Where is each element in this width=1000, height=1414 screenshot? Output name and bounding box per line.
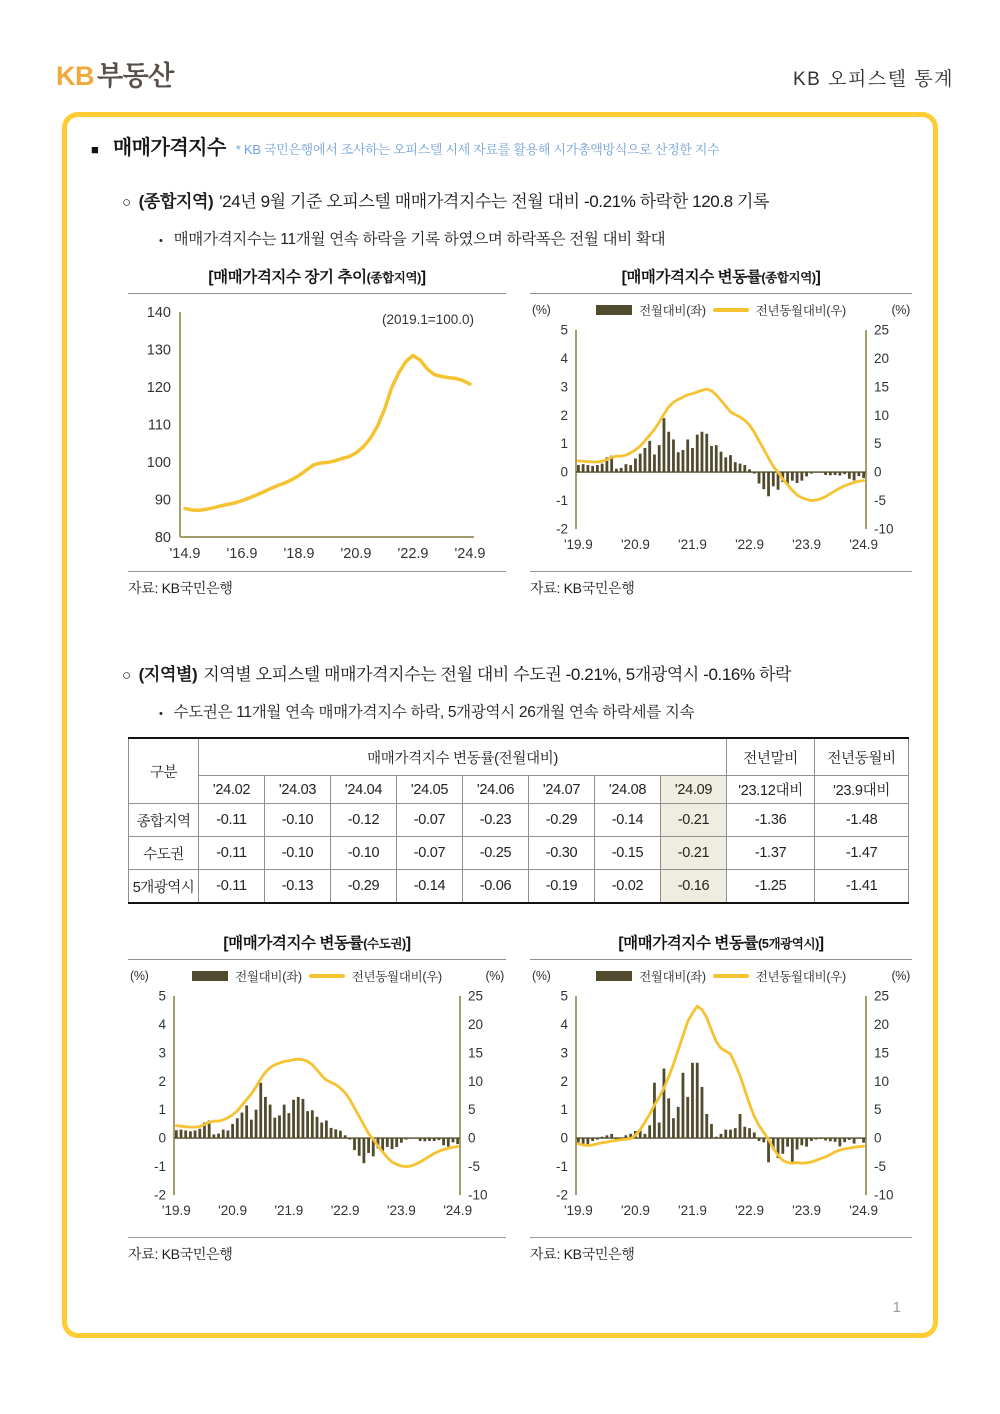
svg-text:0: 0 (560, 1130, 568, 1146)
source-label: 자료: KB국민은행 (530, 571, 912, 598)
svg-text:2: 2 (560, 407, 568, 423)
legend-line-label: 전년동월대비(우) (351, 970, 442, 984)
value-cell: -0.16 (661, 870, 727, 904)
svg-text:0: 0 (158, 1130, 166, 1146)
value-cell: -0.10 (331, 837, 397, 870)
change-sudogwon-chart (128, 986, 506, 1234)
yearend-sub-header: '23.12대비 (727, 776, 815, 804)
chart-title (530, 931, 912, 959)
chart-row-1 (128, 265, 912, 598)
svg-text:'20.9: '20.9 (340, 546, 372, 562)
document-title: KB 오피스텔 통계 (792, 69, 954, 90)
yoy-sub-header: '23.9대비 (815, 776, 909, 804)
svg-text:'21.9: '21.9 (678, 1203, 707, 1218)
svg-text:'23.9: '23.9 (792, 1203, 822, 1218)
svg-text:-10: -10 (468, 1187, 488, 1203)
svg-text:'24.9: '24.9 (454, 546, 486, 562)
table-header-row-2 (129, 776, 909, 804)
subbullet-by-region (159, 700, 694, 722)
svg-text:-1: -1 (153, 1159, 166, 1175)
chart-title-region: (5개광역시) (758, 937, 819, 951)
legend-bar-label: 전월대비(좌) (639, 970, 706, 984)
month-header-cell: '24.04 (331, 776, 397, 804)
dot-bullet-icon: • (159, 708, 163, 720)
value-cell: -0.23 (463, 804, 529, 837)
svg-text:100: 100 (146, 455, 171, 471)
svg-text:120: 120 (146, 380, 171, 396)
kb-logo-rest: 부동산 (97, 61, 174, 91)
legend-bar-label: 전월대비(좌) (639, 304, 706, 318)
svg-text:130: 130 (146, 342, 171, 359)
price-change-table (128, 737, 909, 904)
svg-text:-5: -5 (874, 1159, 887, 1175)
index-trend-chart (128, 294, 506, 568)
svg-text:15: 15 (874, 1045, 890, 1061)
svg-text:-10: -10 (874, 1187, 894, 1203)
legend-items (192, 967, 442, 985)
section-header (91, 131, 719, 160)
yoy-cell: -1.41 (815, 870, 909, 904)
svg-text:'23.9: '23.9 (792, 537, 822, 552)
table-row (129, 804, 909, 837)
svg-text:25: 25 (468, 988, 484, 1004)
svg-text:'23.9: '23.9 (386, 1203, 416, 1218)
bullet-head: (지역별) (138, 665, 198, 684)
svg-text:-1: -1 (555, 1159, 568, 1175)
table-row (129, 837, 909, 870)
page-number: 1 (892, 1299, 901, 1316)
svg-text:4: 4 (560, 350, 568, 366)
svg-text:'18.9: '18.9 (283, 546, 315, 562)
svg-text:'19.9: '19.9 (161, 1203, 191, 1218)
value-cell: -0.11 (199, 870, 265, 904)
line-swatch-icon (713, 974, 749, 978)
svg-text:2: 2 (158, 1073, 166, 1089)
svg-text:20: 20 (874, 350, 890, 366)
source-label: 자료: KB국민은행 (128, 571, 506, 598)
svg-text:110: 110 (147, 417, 171, 434)
month-header-cell: '24.09 (661, 776, 727, 804)
unit-left: (%) (532, 969, 551, 983)
svg-text:-2: -2 (555, 1187, 568, 1203)
chart-title-text: [매매가격지수 장기 추이 (208, 269, 367, 286)
svg-text:140: 140 (146, 305, 171, 321)
chart-title-text: [매매가격지수 변동률 (618, 935, 759, 952)
row-label: 종합지역 (129, 804, 199, 837)
legend-items (596, 967, 846, 985)
chart-change-5metro (530, 931, 912, 1264)
chart-title-close: ] (405, 935, 411, 952)
col-header-gubun: 구분 (129, 738, 199, 804)
chart-title-text: [매매가격지수 변동률 (223, 935, 364, 952)
col-header-yearend: 전년말비 (727, 738, 815, 776)
chart-title-region: (종합지역) (761, 271, 816, 285)
month-header-cell: '24.06 (463, 776, 529, 804)
legend-items (596, 301, 846, 319)
subbullet-text: 수도권은 11개월 연속 매매가격지수 하락, 5개광역시 26개월 연속 하락세를 지속 (173, 704, 695, 721)
square-bullet-icon: ■ (91, 142, 99, 157)
svg-text:'20.9: '20.9 (620, 537, 650, 552)
svg-text:-5: -5 (468, 1159, 481, 1175)
svg-text:'16.9: '16.9 (226, 546, 258, 562)
svg-text:15: 15 (874, 379, 890, 395)
svg-text:20: 20 (468, 1016, 484, 1032)
yearend-cell: -1.37 (727, 837, 815, 870)
svg-text:'22.9: '22.9 (735, 537, 764, 552)
bullet-text: 지역별 오피스텔 매매가격지수는 전월 대비 수도권 -0.21%, 5개광역시 -0.16% 하락 (203, 665, 792, 684)
bar-swatch-icon (596, 971, 632, 981)
value-cell: -0.21 (661, 804, 727, 837)
chart-legend (530, 294, 912, 320)
chart-row-2 (128, 931, 912, 1264)
svg-text:0: 0 (874, 1130, 882, 1146)
col-header-group: 매매가격지수 변동률(전월대비) (199, 738, 727, 776)
bullet-by-region (122, 660, 791, 685)
svg-text:25: 25 (874, 322, 890, 338)
chart-title-region: (수도권) (363, 937, 406, 951)
svg-text:4: 4 (560, 1016, 568, 1032)
value-cell: -0.06 (463, 870, 529, 904)
svg-text:'24.9: '24.9 (849, 1203, 879, 1218)
legend-bar-label: 전월대비(좌) (235, 970, 302, 984)
value-cell: -0.29 (529, 804, 595, 837)
circle-bullet-icon: ○ (122, 194, 131, 211)
svg-text:'22.9: '22.9 (397, 546, 429, 562)
bar-swatch-icon (596, 305, 632, 315)
chart-legend (530, 960, 912, 986)
svg-text:'20.9: '20.9 (620, 1203, 650, 1218)
svg-text:10: 10 (874, 407, 890, 423)
value-cell: -0.07 (397, 837, 463, 870)
svg-text:15: 15 (468, 1045, 484, 1061)
svg-text:-10: -10 (874, 521, 894, 537)
svg-text:1: 1 (560, 1102, 568, 1118)
chart-change-sudogwon (128, 931, 506, 1264)
svg-text:'21.9: '21.9 (274, 1203, 304, 1218)
svg-text:1: 1 (158, 1102, 166, 1118)
subbullet-text: 매매가격지수는 11개월 연속 하락을 기록 하였으며 하락폭은 전월 대비 확대 (173, 231, 666, 248)
yoy-cell: -1.47 (815, 837, 909, 870)
svg-text:5: 5 (560, 322, 568, 338)
svg-text:0: 0 (468, 1130, 476, 1146)
chart-change-total (530, 265, 912, 598)
svg-text:'19.9: '19.9 (563, 537, 593, 552)
yoy-cell: -1.48 (815, 804, 909, 837)
svg-text:1: 1 (560, 436, 568, 452)
chart-title (128, 265, 506, 293)
svg-text:4: 4 (158, 1016, 166, 1032)
svg-text:5: 5 (560, 988, 568, 1004)
svg-text:'14.9: '14.9 (169, 546, 201, 562)
svg-text:-2: -2 (153, 1187, 166, 1203)
svg-text:0: 0 (874, 464, 882, 480)
svg-text:3: 3 (158, 1045, 166, 1061)
value-cell: -0.10 (265, 837, 331, 870)
section-note: * KB 국민은행에서 조사하는 오피스텔 시세 자료를 활용해 시가총액방식으로 산정한 지수 (235, 142, 720, 157)
kb-logo-kb: KB (56, 61, 94, 91)
row-label: 5개광역시 (129, 870, 199, 904)
unit-right: (%) (891, 969, 910, 983)
value-cell: -0.07 (397, 804, 463, 837)
dot-bullet-icon: • (159, 235, 163, 247)
month-header-cell: '24.02 (199, 776, 265, 804)
chart-title-region: (종합지역) (366, 271, 421, 285)
svg-text:'19.9: '19.9 (563, 1203, 593, 1218)
page-header (56, 54, 954, 93)
value-cell: -0.29 (331, 870, 397, 904)
kb-logo (56, 54, 174, 93)
bullet-head: (종합지역) (138, 192, 214, 211)
month-header-cell: '24.08 (595, 776, 661, 804)
svg-text:-2: -2 (555, 521, 568, 537)
value-cell: -0.13 (265, 870, 331, 904)
content-box (62, 112, 938, 1338)
source-label: 자료: KB국민은행 (530, 1237, 912, 1264)
value-cell: -0.02 (595, 870, 661, 904)
month-header-cell: '24.07 (529, 776, 595, 804)
svg-text:5: 5 (468, 1102, 476, 1118)
svg-text:10: 10 (468, 1073, 484, 1089)
source-label: 자료: KB국민은행 (128, 1237, 506, 1264)
value-cell: -0.15 (595, 837, 661, 870)
chart-title-close: ] (815, 269, 821, 286)
svg-text:2: 2 (560, 1073, 568, 1089)
row-label: 수도권 (129, 837, 199, 870)
svg-text:'24.9: '24.9 (443, 1203, 473, 1218)
line-swatch-icon (309, 974, 345, 978)
value-cell: -0.30 (529, 837, 595, 870)
yearend-cell: -1.25 (727, 870, 815, 904)
legend-line-label: 전년동월대비(우) (755, 970, 846, 984)
month-header-cell: '24.03 (265, 776, 331, 804)
svg-text:'22.9: '22.9 (330, 1203, 360, 1218)
change-total-chart (530, 320, 912, 568)
chart-title-close: ] (420, 269, 426, 286)
chart-index-trend (128, 265, 506, 598)
unit-left: (%) (532, 303, 551, 317)
chart-title-close: ] (818, 935, 824, 952)
col-header-yoy: 전년동월비 (815, 738, 909, 776)
svg-text:10: 10 (874, 1073, 890, 1089)
chart-title (530, 265, 912, 293)
svg-text:'22.9: '22.9 (735, 1203, 764, 1218)
svg-text:0: 0 (560, 464, 568, 480)
table-header-row-1 (129, 738, 909, 776)
subbullet-total-region (159, 227, 665, 249)
value-cell: -0.11 (199, 804, 265, 837)
svg-text:-1: -1 (555, 493, 568, 509)
svg-text:5: 5 (874, 436, 882, 452)
bullet-total-region (122, 187, 769, 212)
value-cell: -0.19 (529, 870, 595, 904)
circle-bullet-icon: ○ (122, 667, 131, 684)
bar-swatch-icon (192, 971, 228, 981)
svg-text:20: 20 (874, 1016, 890, 1032)
unit-left: (%) (130, 969, 149, 983)
value-cell: -0.25 (463, 837, 529, 870)
month-header-cell: '24.05 (397, 776, 463, 804)
svg-text:25: 25 (874, 988, 890, 1004)
chart-title (128, 931, 506, 959)
value-cell: -0.21 (661, 837, 727, 870)
svg-text:(2019.1=100.0): (2019.1=100.0) (382, 312, 474, 327)
table-row (129, 870, 909, 904)
value-cell: -0.11 (199, 837, 265, 870)
unit-right: (%) (891, 303, 910, 317)
value-cell: -0.10 (265, 804, 331, 837)
legend-line-label: 전년동월대비(우) (755, 304, 846, 318)
svg-text:'24.9: '24.9 (849, 537, 879, 552)
svg-text:3: 3 (560, 379, 568, 395)
unit-right: (%) (485, 969, 504, 983)
line-swatch-icon (713, 308, 749, 312)
chart-legend (128, 960, 506, 986)
chart-title-text: [매매가격지수 변동률 (621, 269, 762, 286)
svg-text:-5: -5 (874, 493, 887, 509)
svg-text:5: 5 (874, 1102, 882, 1118)
bullet-text: '24년 9월 기준 오피스텔 매매가격지수는 전월 대비 -0.21% 하락한 120.8 기록 (219, 192, 770, 211)
svg-text:80: 80 (154, 530, 171, 546)
change-5metro-chart (530, 986, 912, 1234)
yearend-cell: -1.36 (727, 804, 815, 837)
svg-text:5: 5 (158, 988, 166, 1004)
section-title: 매매가격지수 (112, 137, 226, 159)
svg-text:'21.9: '21.9 (678, 537, 707, 552)
value-cell: -0.12 (331, 804, 397, 837)
svg-text:'20.9: '20.9 (218, 1203, 248, 1218)
svg-text:90: 90 (154, 492, 171, 509)
svg-text:3: 3 (560, 1045, 568, 1061)
value-cell: -0.14 (595, 804, 661, 837)
value-cell: -0.14 (397, 870, 463, 904)
